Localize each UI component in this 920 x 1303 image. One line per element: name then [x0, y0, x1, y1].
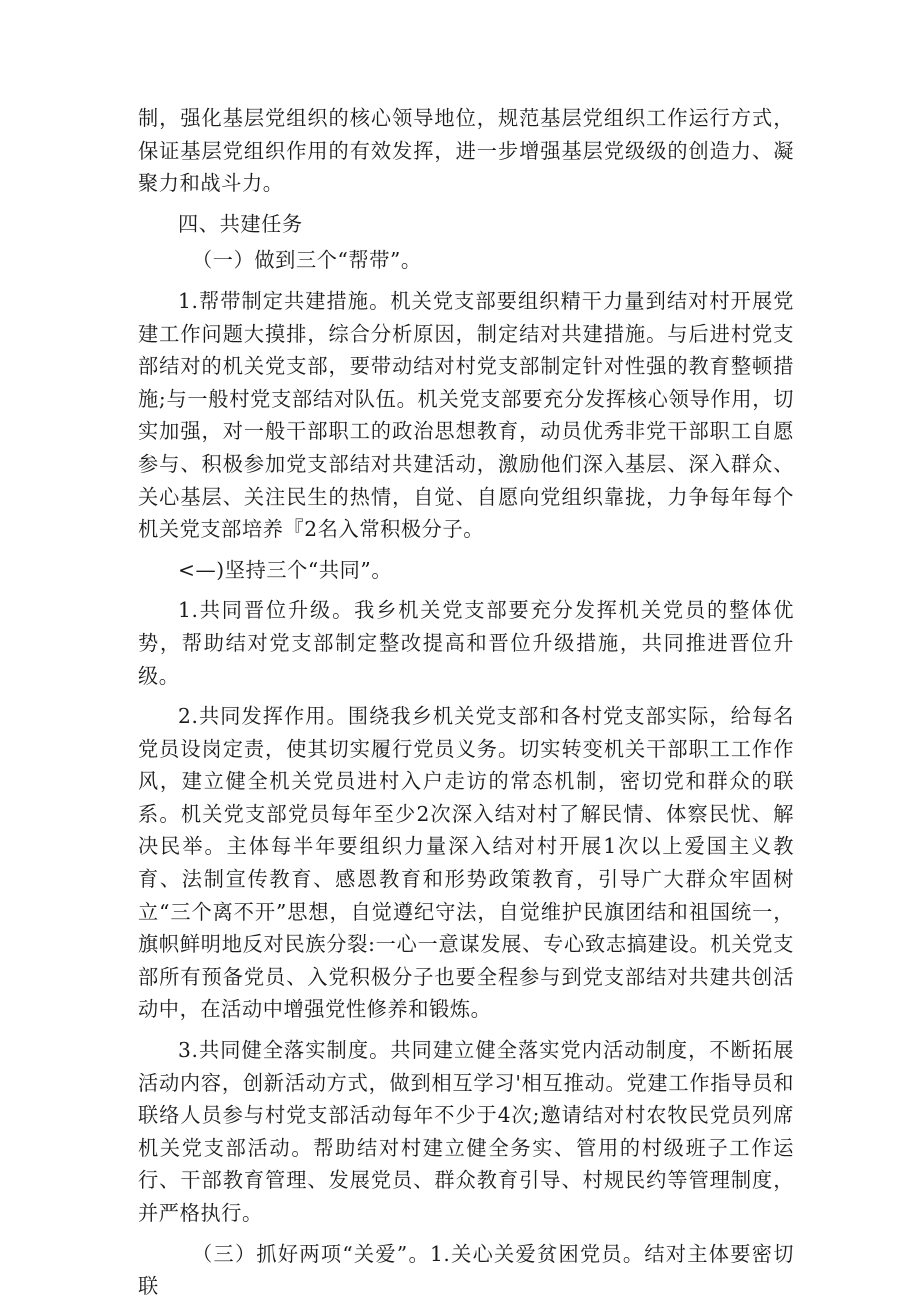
paragraph-item-2-3: 3.共同健全落实制度。共同建立健全落实党内活动制度，不断拓展活动内容，创新活动方式，做到相互学习'相互推动。党建工作指导员和联络人员参与村党支部活动每年不少于4次;邀请结对村农牧民党员列席机关党支部活动。帮助结对村建立健全务实、管用的村级班子工作运行、干部教育管理、发展党员、群众教育引导、村规民约等管理制度，并严格执行。	[138, 1038, 794, 1225]
section-heading-four: 四、共建任务	[178, 211, 303, 236]
paragraph-item-2-1: 1.共同晋位升级。我乡机关党支部要充分发挥机关党员的整体优势，帮助结对党支部制定整改提高和晋位升级措施，共同推进晋位升级。	[138, 598, 794, 688]
subsection-heading-two: <—)坚持三个“共同”。	[178, 557, 393, 582]
document-page	[138, 102, 794, 1303]
paragraph-item-2-2: 2.共同发挥作用。围绕我乡机关党支部和各村党支部实际，给每名党员设岗定责，使其切实履行党员义务。切实转变机关干部职工工作作风，建立健全机关党员进村入户走访的常态机制，密切党和群众的联系。机关党支部党员每年至少2次深入结对村了解民情、体察民忧、解决民举。主体每半年要组织力量深入结对村开展1次以上爱国主义教育、法制宣传教育、感恩教育和形势政策教育，引导广大群众牢固树立“三个离不开”思想，自觉遵纪守法，自觉维护民旗团结和祖国统一，旗帜鲜明地反对民族分裂:一心一意谋发展、专心致志搞建设。机关党支部所有预备党员、入党积极分子也要全程参与到党支部结对共建共创活动中，在活动中增强党性修养和锻炼。	[138, 704, 794, 1022]
paragraph-continuation: 制，强化基层党组织的核心领导地位，规范基层党组织工作运行方式，保证基层党组织作用的有效发挥，进一步增强基层党级级的创造力、凝聚力和战斗力。	[138, 106, 794, 196]
paragraph-item-1-1: 1.帮带制定共建措施。机关党支部要组织精干力量到结对村开展党建工作问题大摸排，综合分析原因，制定结对共建措施。与后进村党支部结对的机关党支部，要带动结对村党支部制定针对性强的教育整顿措施;与一般村党支部结对队伍。机关党支部要充分发挥核心领导作用，切实加强，对一般干部职工的政治思想教育，动员优秀非党干部职工自愿参与、积极参加党支部结对共建活动，激励他们深入基层、深入群众、关心基层、关注民生的热情，自觉、自愿向党组织靠拢，力争每年每个机关党支部培养『2名入常积极分子。	[138, 288, 794, 542]
subsection-heading-one: （一）做到三个“帮带”。	[192, 248, 422, 273]
subsection-heading-three: （三）抓好两项“关爱”。1.关心关爱贫困党员。结对主体要密切联	[138, 1241, 794, 1299]
